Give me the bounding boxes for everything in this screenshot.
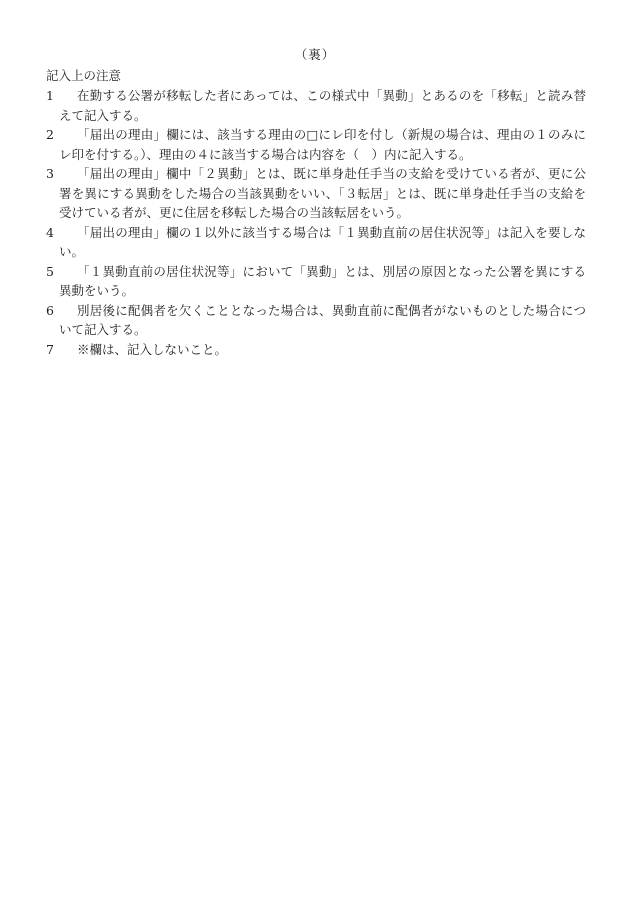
note-item [46,164,586,223]
notes-list [46,86,586,359]
note-number: 2 [46,127,54,142]
page-side-label: （裏） [294,47,336,62]
note-number: 6 [46,302,54,318]
note-item [46,125,586,164]
note-item [46,301,586,340]
section-title: 記入上の注意 [46,68,122,83]
note-text: ※欄は、記入しないこと。 [77,341,228,357]
note-text: 「届出の理由」欄中「２異動」とは、既に単身赴任手当の支給を受けている者が、更に公署を異にする異動をした場合の当該異動をいい、「３転居」とは、既に単身赴任手当の支給を受けている者が、更に住居を移転した場合の当該転居をいう。 [59,166,586,220]
note-item [46,262,586,301]
note-number: 7 [46,341,54,357]
note-number: 4 [46,224,54,240]
note-text: 別居後に配偶者を欠くこととなった場合は、異動直前に配偶者がないものとした場合について記入する。 [59,302,586,337]
note-text: 在勤する公署が移転した者にあっては、この様式中「異動」とあるのを「移転」と読み替えて記入する。 [59,88,586,123]
note-number: 3 [46,166,54,181]
note-text: 「届出の理由」欄の１以外に該当する場合は「１異動直前の居住状況等」は記入を要しない。 [59,224,586,259]
note-text: 「届出の理由」欄には、該当する理由の□にレ印を付し（新規の場合は、理由の１のみにレ印を付する。）、理由の４に該当する場合は内容を（ ）内に記入する。 [59,127,586,162]
note-item [46,86,586,125]
note-text: 「１異動直前の居住状況等」において「異動」とは、別居の原因となった公署を異にする異動をいう。 [59,263,586,298]
note-number: 5 [46,263,54,279]
note-number: 1 [46,88,54,103]
note-item [46,340,586,360]
note-item [46,223,586,262]
